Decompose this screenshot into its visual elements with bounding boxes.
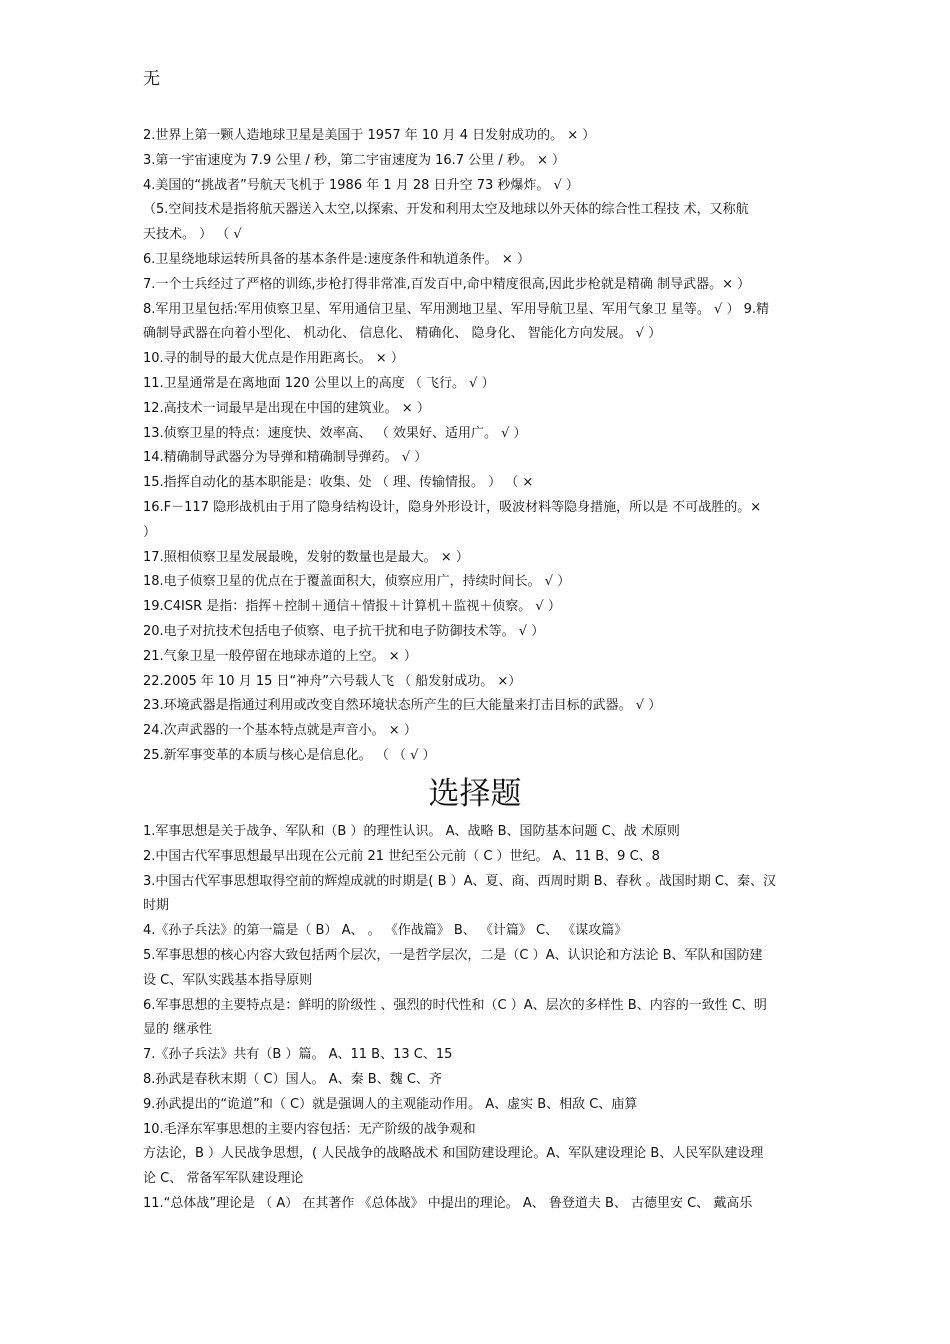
question-line: 8.孙武是春秋末期（ C）国人。 A、秦 B、魏 C、齐 xyxy=(143,1071,442,1087)
question-line: 设 C、军队实践基本指导原则 xyxy=(143,972,313,988)
question-line: 5.军事思想的核心内容大致包括两个层次，一是哲学层次，二是（C ）A、认识论和方法论 B、军队和国防建 xyxy=(143,947,763,963)
question-line: 21.气象卫星一般停留在地球赤道的上空。 × ） xyxy=(143,648,417,664)
question-line: 3.第一宇宙速度为 7.9 公里 / 秒，第二宇宙速度为 16.7 公里 / 秒。 × ） xyxy=(143,152,565,168)
question-line: 4.美国的“挑战者”号航天飞机于 1986 年 1 月 28 日升空 73 秒爆炸。 √ ） xyxy=(143,177,579,193)
question-line: 10.毛泽东军事思想的主要内容包括：无产阶级的战争观和 xyxy=(143,1121,476,1137)
question-line: 天技术。 ） （ √ xyxy=(143,227,242,243)
question-line: 20.电子对抗技术包括电子侦察、电子抗干扰和电子防御技术等。 √ ） xyxy=(143,623,545,639)
question-line: 4.《孙子兵法》的第一篇是（ B） A、 。 《作战篇》 B、 《计篇》 C、 《谋攻篇》 xyxy=(143,923,628,939)
question-line: 3.中国古代军事思想取得空前的辉煌成就的时期是( B ）A、夏、商、西周时期 B、春秋 。战国时期 C、秦、汉 xyxy=(143,873,776,889)
question-line: 10.寻的制导的最大优点是作用距离长。 × ） xyxy=(143,351,404,367)
question-line: 19.C4ISR 是指：指挥＋控制＋通信＋情报＋计算机＋监视＋侦察。 √ ） xyxy=(143,599,561,615)
question-line: 9.孙武提出的“诡道”和（ C）就是强调人的主观能动作用。 A、虚实 B、相敌 C、庙算 xyxy=(143,1096,638,1112)
question-line: 17.照相侦察卫星发展最晚，发射的数量也是最大。 × ） xyxy=(143,549,469,565)
question-line: 12.高技术一词最早是出现在中国的建筑业。 × ） xyxy=(143,400,430,416)
question-line: 24.次声武器的一个基本特点就是声音小。 × ） xyxy=(143,723,417,739)
question-line: 2.中国古代军事思想最早出现在公元前 21 世纪至公元前（ C ）世纪。 A、11 B、9 C、8 xyxy=(143,848,660,864)
question-line: 确制导武器在向着小型化、 机动化、 信息化、 精确化、 隐身化、 智能化方向发展。 √ ） xyxy=(143,326,662,342)
question-line: 14.精确制导武器分为导弹和精确制导弹药。 √ ） xyxy=(143,450,428,466)
section-heading: 选择题 xyxy=(428,776,522,812)
question-line: 方法论，B ）人民战争思想，( 人民战争的战略战术 和国防建设理论。A、军队建设理论 B、人民军队建设理 xyxy=(143,1146,764,1162)
multiple-choice-section xyxy=(143,820,813,1217)
question-line: （5.空间技术是指将航天器送入太空,以探索、开发和利用太空及地球以外天体的综合性工程技 术，又称航 xyxy=(143,202,749,218)
question-line: 22.2005 年 10 月 15 日“神舟”六号载人飞 （ 船发射成功。 ×） xyxy=(143,673,522,689)
question-line: 6.卫星绕地球运转所具备的基本条件是:速度条件和轨道条件。 × ） xyxy=(143,251,530,267)
true-false-section xyxy=(143,124,813,769)
question-line: ） xyxy=(143,524,157,540)
question-line: 25.新军事变革的本质与核心是信息化。 （ （ √ ） xyxy=(143,747,436,763)
question-line: 1.军事思想是关于战争、军队和（B ）的理性认识。 A、战略 B、国防基本问题 C、战 术原则 xyxy=(143,824,680,839)
question-line: 11.卫星通常是在离地面 120 公里以上的高度 （ 飞行。 √ ） xyxy=(143,375,495,391)
question-line: 2.世界上第一颗人造地球卫星是美国于 1957 年 10 月 4 日发射成功的。 × ） xyxy=(143,128,596,143)
question-line: 显的 继承性 xyxy=(143,1022,213,1038)
question-line: 7.《孙子兵法》共有（B ）篇。 A、11 B、13 C、15 xyxy=(143,1047,453,1063)
question-line: 时期 xyxy=(143,898,170,914)
question-line: 13.侦察卫星的特点：速度快、效率高、 （ 效果好、适用广。 √ ） xyxy=(143,425,527,441)
question-line: 11.“总体战”理论是 （ A） 在其著作 《总体战》 中提出的理论。 A、 鲁登道夫 B、 古德里安 C、 戴高乐 xyxy=(143,1195,753,1211)
question-line: 23.环境武器是指通过利用或改变自然环境状态所产生的巨大能量来打击目标的武器。 √ ） xyxy=(143,698,662,714)
question-line: 6.军事思想的主要特点是：鲜明的阶级性 、强烈的时代性和（C ）A、层次的多样性 B、内容的一致性 C、明 xyxy=(143,997,767,1013)
question-line: 16.F－117 隐形战机由于用了隐身结构设计，隐身外形设计，吸波材料等隐身措施，所以是 不可战胜的。× xyxy=(143,499,762,515)
question-line: 7.一个士兵经过了严格的训练,步枪打得非常准,百发百中,命中精度很高,因此步枪就是精确 制导武器。× ） xyxy=(143,276,751,292)
question-line: 18.电子侦察卫星的优点在于覆盖面积大，侦察应用广，持续时间长。 √ ） xyxy=(143,574,571,590)
page-header: 无 xyxy=(143,69,160,89)
question-line: 15.指挥自动化的基本职能是：收集、处 （ 理、传输情报。 ） （ × xyxy=(143,475,534,491)
question-line: 论 C、 常备军军队建设理论 xyxy=(143,1171,304,1187)
question-line: 8.军用卫星包括:军用侦察卫星、军用通信卫星、军用测地卫星、军用导航卫星、军用气象卫 星等。 √ ） 9.精 xyxy=(143,301,770,317)
